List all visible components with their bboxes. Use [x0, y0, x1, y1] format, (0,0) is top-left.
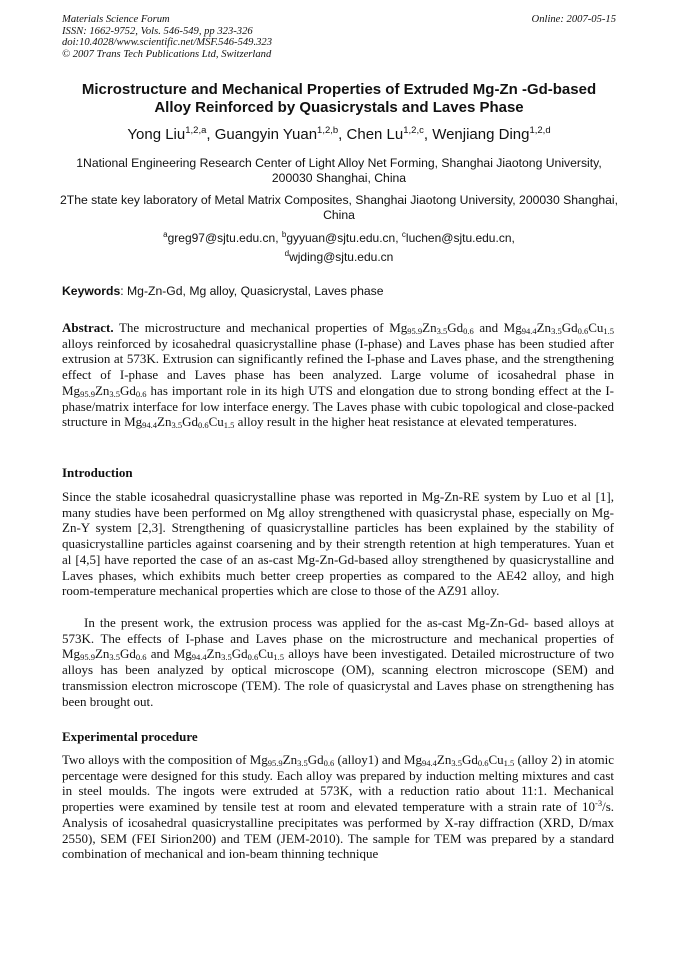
email-address: luchen@sjtu.edu.cn: [405, 231, 512, 245]
keywords: [62, 284, 384, 298]
author-name: Chen Lu: [346, 126, 404, 143]
journal-name: Materials Science Forum: [62, 14, 170, 25]
author-affiliation-mark: 1,2,c: [403, 125, 424, 136]
paper-title: [50, 81, 628, 117]
keywords-label: Keywords: [62, 284, 121, 298]
experimental-paragraph-1: Two alloys with the composition of $Mg_{95.9}Zn_{3.5}Gd_{0.6}$ (alloy1) and $Mg_{94.4}Zn_{3.5}Gd_{0.6}Cu_{1.5}$ (alloy 2) in atomic percentage were designed for this study. Each alloy was prepared by induction melting mixtures and cast in steel moulds. The ingots were extruded at 573K, with a reduction ratio about 11:1. Mechanical properties were examined by tensile test at room and elevated temperature with a strain rate of $10^{-3}/s$. Analysis of icosahedral quasicrystalline precipitates was performed by X-ray diffraction (XRD, D/max 2550), SEM (FEI Sirion200) and TEM (JEM-2010). The sample for TEM was prepared by a standard combination of mechanical and ion-beam thinning technique: [62, 752, 614, 862]
paper-title-line1: Microstructure and Mechanical Properties of Extruded Mg-Zn -Gd-based: [81, 81, 597, 98]
email-mark: c: [401, 230, 406, 239]
section-heading-introduction: Introduction: [62, 465, 133, 480]
author-affiliation-mark: 1,2,a: [185, 125, 207, 136]
journal-doi: doi:10.4028/www.scientific.net/MSF.546-549.323: [62, 37, 272, 49]
email-address: greg97@sjtu.edu.cn: [167, 231, 276, 245]
abstract: [62, 320, 614, 430]
online-date: Online: 2007-05-15: [531, 14, 616, 25]
journal-header: [62, 14, 272, 60]
journal-issn: ISSN: 1662-9752, Vols. 546-549, pp 323-326: [62, 25, 253, 37]
section-heading-experimental: Experimental procedure: [62, 729, 198, 744]
email-mark: b: [281, 230, 287, 239]
email-mark: d: [284, 249, 290, 258]
email-address: gyyuan@sjtu.edu.cn: [286, 231, 396, 245]
journal-copyright: © 2007 Trans Tech Publications Ltd, Switzerland: [62, 48, 272, 60]
author-list: Yong Liu$^{1,2,a}$, Guangyin Yuan$^{1,2,b}$, Chen Lu$^{1,2,c}$, Wenjiang Ding$^{1,2,d}$: [127, 125, 551, 143]
keywords-text: : Mg-Zn-Gd, Mg alloy, Quasicrystal, Laves phase: [120, 284, 384, 298]
author-name: Yong Liu: [127, 126, 186, 143]
author-name: Wenjiang Ding: [432, 126, 530, 143]
email-address: wjding@sjtu.edu.cn: [289, 250, 394, 264]
email-mark: a: [163, 230, 168, 239]
paper-title-line2: Alloy Reinforced by Quasicrystals and Laves Phase: [154, 99, 524, 116]
introduction-paragraph-1: Since the stable icosahedral quasicrystalline phase was reported in Mg-Zn-RE system by Luo et al [1], many studies have been performed on Mg alloy strengthened with quasicrystal phase, especially on Mg-Zn-Y system [2,3]. Strengthening of quasicrystalline particles has been explained by the stability of quasicrystalline particles against coarsening and by their strength retention at high temperatures. Yuan et al [4,5] have reported the case of an as-cast Mg-Zn-Gd-based alloy strengthened by quasicrystalline and Laves phases, which exhibits much better creep properties as compared to the AE42 alloy, and high room-temperature mechanical properties which are close to those of the AZ91 alloy.: [62, 489, 614, 599]
affiliation-2: 2The state key laboratory of Metal Matrix Composites, Shanghai Jiaotong University, 200030 Shanghai, China: [60, 193, 618, 222]
abstract-text: The microstructure and mechanical properties of $Mg_{95.9}Zn_{3.5}Gd_{0.6}$ and $Mg_{94.4}Zn_{3.5}Gd_{0.6}Cu_{1.5}$ alloys reinforced by icosahedral quasicrystalline phase (I-phase) and Laves phase has been studied after extrusion at 573K. Extrusion can significantly refined the I-phase and Laves phase, and the strengthening effect of I-phase and Laves phase has been analyzed. Large volume of icosahedral phase in $Mg_{95.9}Zn_{3.5}Gd_{0.6}$ has important role in its high UTS and elongation due to strong bonding effect at the I-phase/matrix interface for low interface energy. The Laves phase with cubic topological and close-packed structure in $Mg_{94.4}Zn_{3.5}Gd_{0.6}Cu_{1.5}$ alloy result in the higher heat resistance at elevated temperatures.: [62, 320, 614, 431]
email-list-line2: [60, 249, 618, 264]
author-affiliation-mark: 1,2,d: [529, 125, 551, 136]
introduction-paragraph-2: In the present work, the extrusion process was applied for the as-cast Mg-Zn-Gd- based alloys at 573K. The effects of I-phase and Laves phase on the microstructure and mechanical properties of $Mg_{95.9}Zn_{3.5}Gd_{0.6}$ and $Mg_{94.4}Zn_{3.5}Gd_{0.6}Cu_{1.5}$ alloys have been investigated. Detailed microstructure of two alloys has been analyzed by optical microscope (OM), scanning electron microscope (SEM) and transmission electron microscope (TEM). The role of quasicrystal and Laves phase on strengthening has been brought out.: [62, 615, 614, 709]
author-name: Guangyin Yuan: [214, 126, 318, 143]
email-list: $^a$greg97@sjtu.edu.cn, $^b$gyyuan@sjtu.edu.cn, $^c$luchen@sjtu.edu.cn,: [163, 230, 515, 245]
affiliation-1: 1National Engineering Research Center of Light Alloy Net Forming, Shanghai Jiaotong University, 200030 Shanghai, China: [76, 156, 602, 185]
author-affiliation-mark: 1,2,b: [317, 125, 339, 136]
abstract-label: Abstract.: [62, 320, 114, 335]
